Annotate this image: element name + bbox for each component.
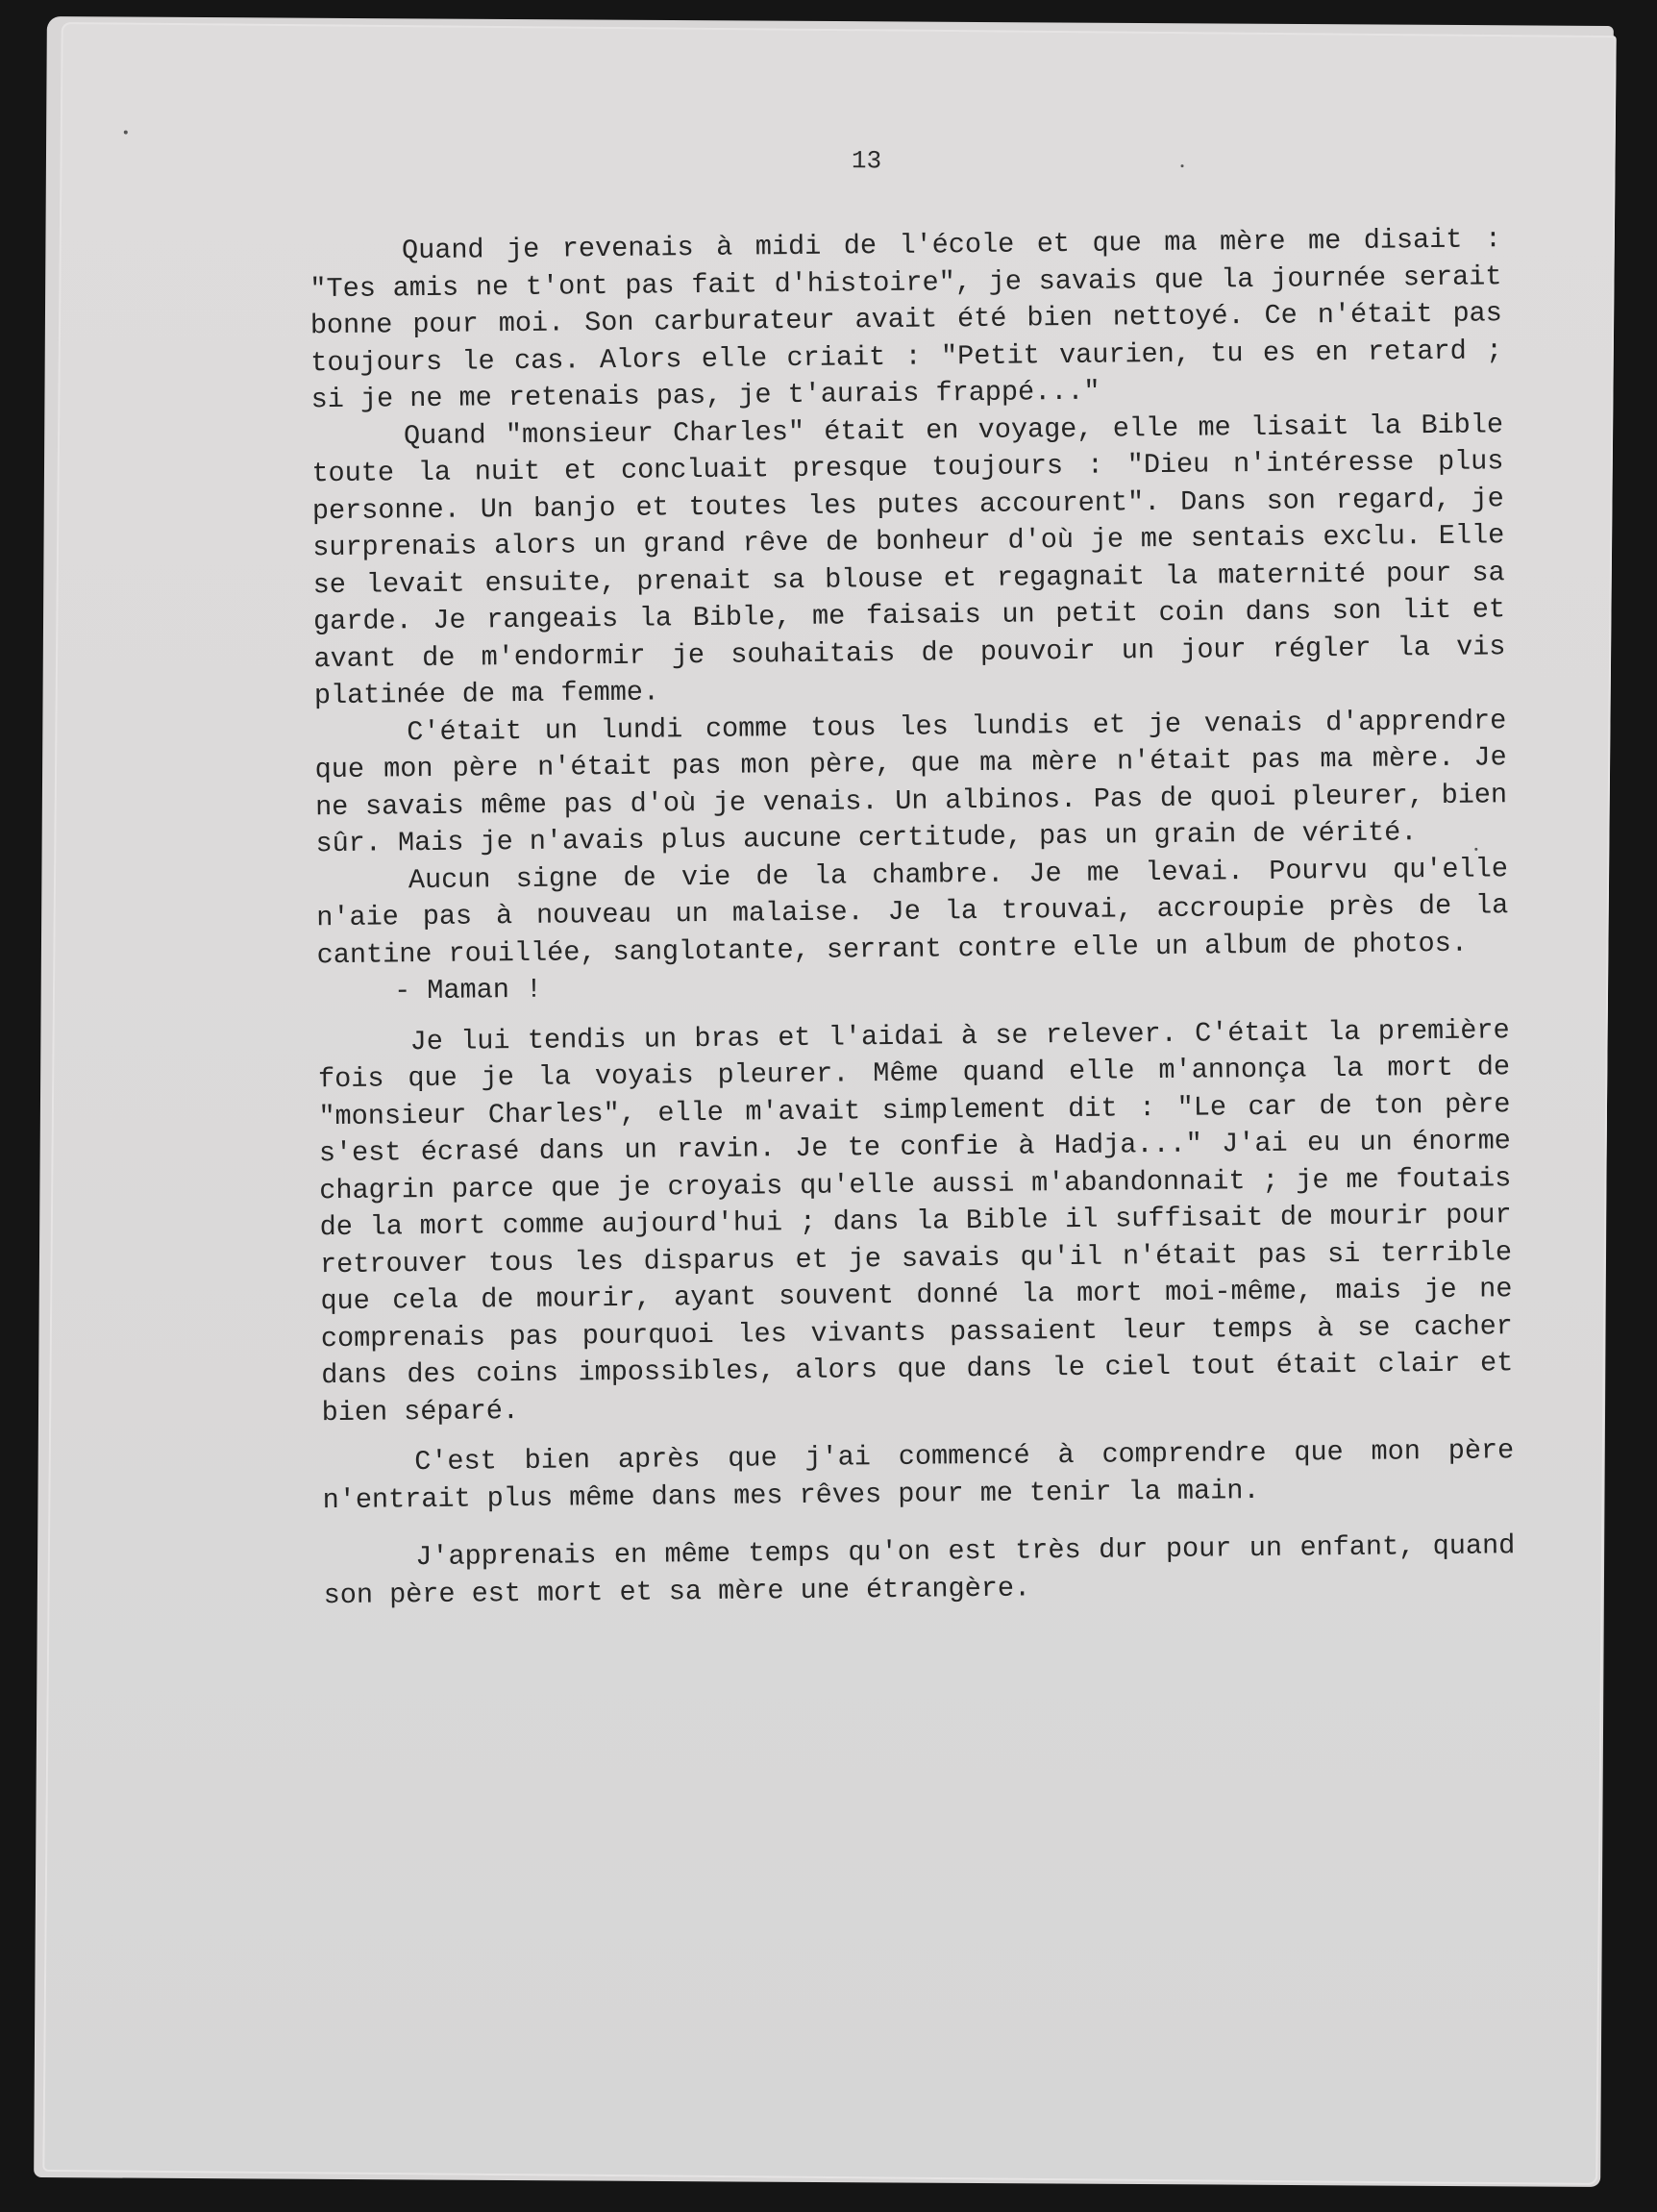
paragraph-1: Quand je revenais à midi de l'école et que ma mère me disait : "Tes amis ne t'ont pas fait d'histoire", je savais que la journée serait bonne pour moi. Son carburateur avait été bien nettoyé. Ce n'était pas toujours le cas. Alors elle criait : "Petit vaurien, tu es en retard ; si je ne me retenais pas, je t'aurais frappé..." [309,223,1503,416]
paragraph-4: Aucun signe de vie de la chambre. Je me levai. Pourvu qu'elle n'aie pas à nouveau un malaise. Je la trouvai, accroupie près de la cantine rouillée, sanglotante, serrant contre elle un album de photos. [316,852,1509,971]
paragraph-7: C'est bien après que j'ai commencé à comprendre que mon père n'entrait plus même dans mes rêves pour me tenir la main. [322,1434,1515,1516]
paragraph-3: C'était un lundi comme tous les lundis et je venais d'apprendre que mon père n'était pas mon père, que ma mère n'était pas ma mère. Je ne savais même pas d'où je venais. Un albinos. Pas de quoi pleurer, bien sûr. Mais je n'avais plus aucune certitude, pas un grain de vérité. [314,704,1508,860]
paragraph-5-dialog: - Maman ! [393,973,543,1007]
paper-speck [124,131,128,135]
paragraph-8: J'apprenais en même temps qu'on est très dur pour un enfant, quand son père est mort et sa mère une étrangère. [323,1529,1516,1611]
paper-speck [1181,164,1184,167]
typewritten-page [42,22,1616,2185]
body-text [309,221,1516,1614]
paragraph-2: Quand "monsieur Charles" était en voyage, elle me lisait la Bible toute la nuit et concluait presque toujours : "Dieu n'intéresse plus personne. Un banjo et toutes les putes accourent". Dans son regard, je surprenais alors un grand rêve de bonheur d'où je me sentais exclu. Elle se levait ensuite, prenait sa blouse et regagnait la maternité pour sa garde. Je rangeais la Bible, me faisais un petit coin dans son lit et avant de m'endormir je souhaitais de pouvoir un jour régler la vis platinée de ma femme. [311,408,1506,712]
page-number: 13 [851,146,882,176]
paragraph-6: Je lui tendis un bras et l'aidai à se relever. C'était la première fois que je la voyais pleurer. Même quand elle m'annonça la mort de "monsieur Charles", elle m'avait simplement dit : "Le car de ton père s'est écrasé dans un ravin. Je te confie à Hadja..." J'ai eu un énorme chagrin parce que je croyais qu'elle aussi m'abandonnait ; je me foutais de la mort comme aujourd'hui ; dans la Bible il suffisait de mourir pour retrouver tous les disparus et je savais qu'il n'était pas si terrible que cela de mourir, ayant souvent donné la mort moi-même, mais je ne comprenais pas pourquoi les vivants passaient leur temps à se cacher dans des coins impossibles, alors que dans le ciel tout était clair et bien séparé. [317,1013,1514,1429]
